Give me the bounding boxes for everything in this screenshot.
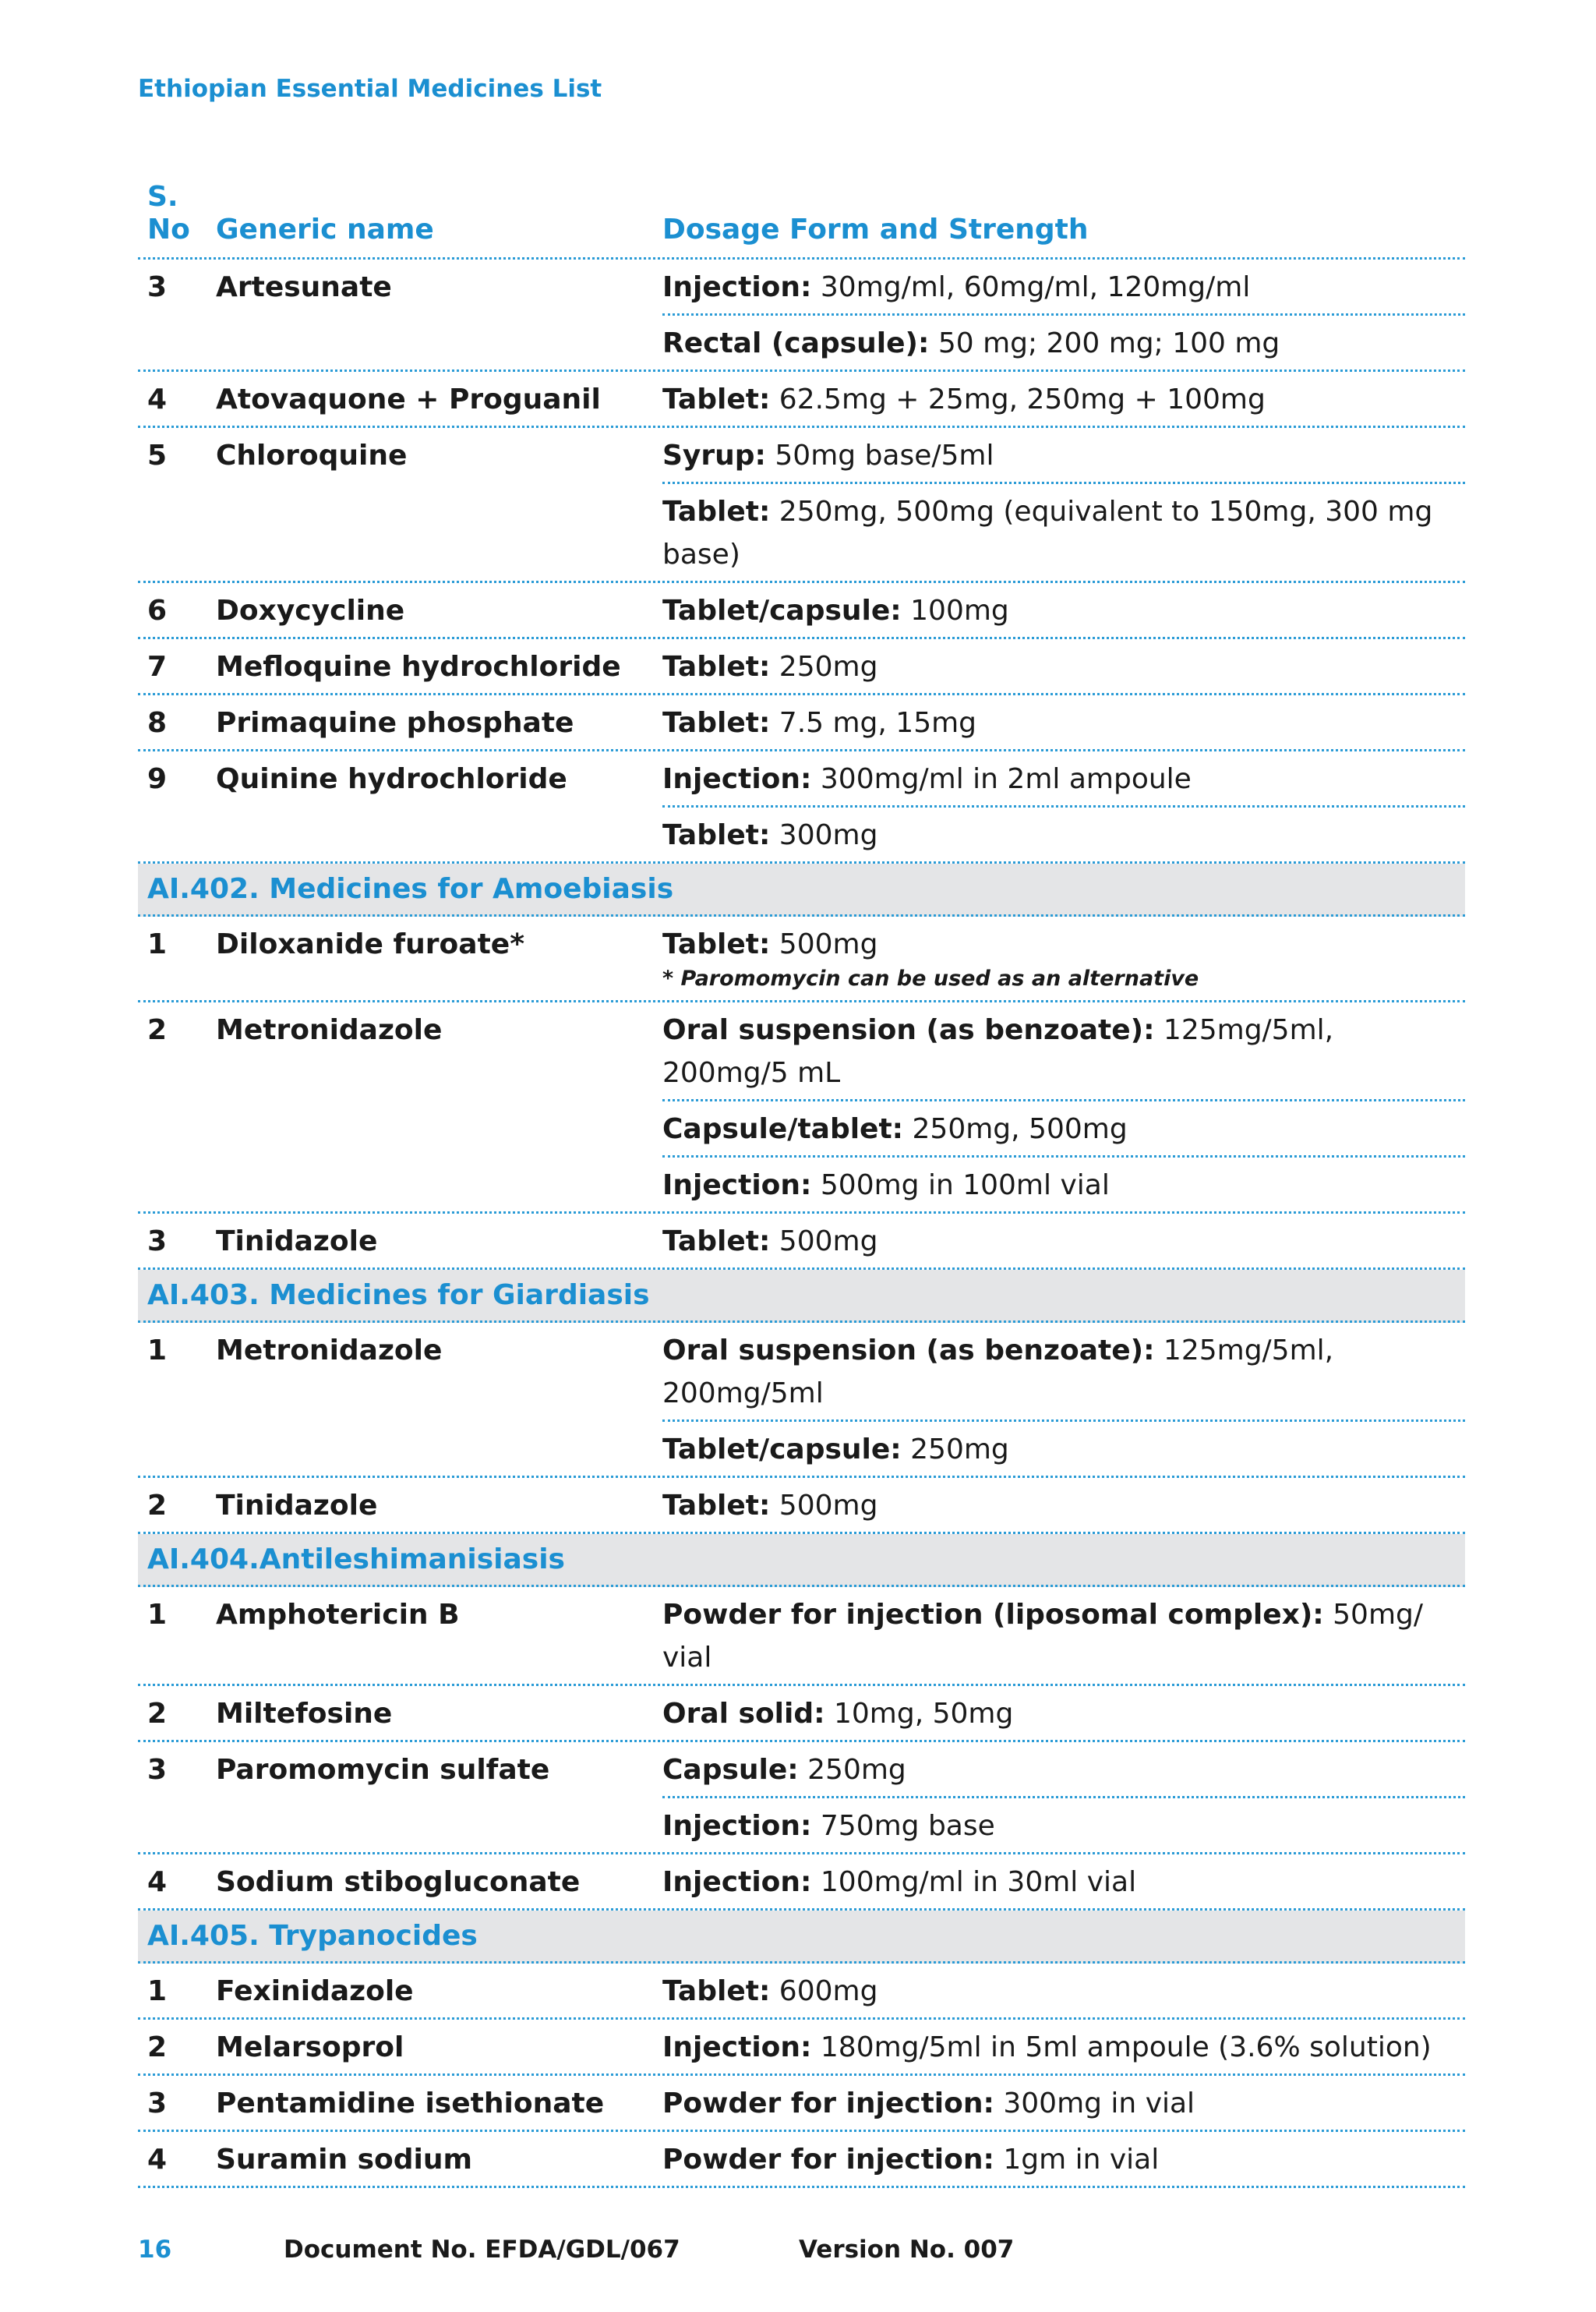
serial-number: 2: [147, 2031, 168, 2063]
table-row: [138, 639, 1465, 695]
generic-name: Artesunate: [216, 271, 392, 303]
dosage-form-label: Tablet:: [662, 1225, 771, 1257]
dosage-line: [662, 484, 1465, 581]
dosage-strength: 10mg, 50mg: [824, 1698, 1014, 1730]
table-row: [138, 1854, 1465, 1911]
dosage-line: [662, 2132, 1465, 2186]
section-heading: AI.404.Antileshimanisiasis: [138, 1534, 1465, 1587]
dosage-cell: [662, 2020, 1465, 2073]
dosage-cell: [662, 1742, 1465, 1852]
dosage-cell: [662, 1478, 1465, 1532]
dosage-strength: 1gm in vial: [994, 2144, 1160, 2176]
section-heading: AI.402. Medicines for Amoebiasis: [138, 864, 1465, 917]
dosage-line: [662, 1742, 1465, 1798]
dosage-form-label: Powder for injection (liposomal complex):: [662, 1599, 1324, 1631]
generic-name: Metronidazole: [216, 1335, 443, 1366]
header-sno-top: S.: [147, 181, 178, 213]
dosage-line: [662, 1422, 1465, 1476]
dosage-cell: [662, 428, 1465, 581]
table-row: [138, 695, 1465, 751]
table-row: [138, 372, 1465, 428]
dosage-strength: 250mg: [770, 651, 878, 683]
generic-name: Diloxanide furoate*: [216, 928, 525, 960]
table-row: [138, 1686, 1465, 1742]
generic-name: Chloroquine: [216, 440, 408, 472]
dosage-line: [662, 808, 1465, 861]
dosage-form-label: Injection:: [662, 1169, 812, 1201]
dosage-cell: [662, 372, 1465, 426]
dosage-form-label: Tablet:: [662, 651, 771, 683]
dosage-line: [662, 260, 1465, 316]
medicines-table: [138, 168, 1465, 2188]
dosage-line: [662, 1101, 1465, 1158]
dosage-cell: [662, 1002, 1465, 1211]
dosage-form-label: Capsule:: [662, 1754, 799, 1786]
version-number: Version No. 007: [799, 2236, 1015, 2264]
serial-number: 3: [147, 2088, 168, 2119]
table-row: [138, 917, 1465, 1002]
table-row: [138, 2076, 1465, 2132]
serial-number: 6: [147, 595, 168, 627]
dosage-strength: 7.5 mg, 15mg: [770, 707, 977, 739]
dosage-cell: [662, 1854, 1465, 1908]
dosage-strength: 62.5mg + 25mg, 250mg + 100mg: [770, 384, 1266, 415]
table-row: [138, 2020, 1465, 2076]
table-row: [138, 1214, 1465, 1270]
dosage-cell: [662, 917, 1465, 1000]
dosage-form-label: Capsule/tablet:: [662, 1113, 904, 1145]
page-header-title: Ethiopian Essential Medicines List: [138, 75, 602, 103]
dosage-line: [662, 1587, 1465, 1684]
dosage-line: [662, 1158, 1465, 1211]
dosage-form-label: Tablet:: [662, 1490, 771, 1522]
dosage-form-label: Tablet:: [662, 928, 771, 960]
generic-name: Doxycycline: [216, 595, 405, 627]
table-row: [138, 1587, 1465, 1686]
dosage-form-label: Tablet:: [662, 819, 771, 851]
dosage-strength: 180mg/5ml in 5ml ampoule (3.6% solution): [811, 2031, 1432, 2063]
generic-name: Tinidazole: [216, 1490, 378, 1522]
dosage-form-label: Syrup:: [662, 440, 766, 472]
serial-number: 1: [147, 1335, 168, 1366]
dosage-strength: 300mg: [770, 819, 878, 851]
dosage-strength: 250mg: [901, 1434, 1009, 1465]
table-row: [138, 428, 1465, 583]
dosage-line: [662, 1854, 1465, 1908]
dosage-strength: 750mg base: [811, 1810, 995, 1842]
dosage-strength: 250mg, 500mg (equivalent to 150mg, 300 mg base): [662, 496, 1433, 571]
serial-number: 8: [147, 707, 168, 739]
header-generic-name: Generic name: [216, 214, 434, 246]
dosage-cell: [662, 583, 1465, 637]
dosage-form-label: Injection:: [662, 2031, 812, 2063]
dosage-line: [662, 1214, 1465, 1267]
dosage-cell: [662, 2076, 1465, 2130]
dosage-line: [662, 1686, 1465, 1740]
dosage-strength: 50mg/ vial: [662, 1599, 1424, 1674]
page-footer: [138, 2236, 1465, 2267]
dosage-strength: 300mg in vial: [994, 2088, 1195, 2119]
dosage-strength: 100mg/ml in 30ml vial: [811, 1866, 1137, 1898]
serial-number: 3: [147, 271, 168, 303]
serial-number: 1: [147, 1975, 168, 2007]
dosage-strength: 30mg/ml, 60mg/ml, 120mg/ml: [811, 271, 1251, 303]
generic-name: Mefloquine hydrochloride: [216, 651, 621, 683]
dosage-form-label: Injection:: [662, 271, 812, 303]
table-row: [138, 1964, 1465, 2020]
dosage-cell: [662, 1587, 1465, 1684]
table-row: [138, 583, 1465, 639]
serial-number: 2: [147, 1014, 168, 1046]
dosage-line: [662, 428, 1465, 484]
dosage-form-label: Tablet/capsule:: [662, 595, 902, 627]
serial-number: 4: [147, 1866, 168, 1898]
generic-name: Fexinidazole: [216, 1975, 414, 2007]
dosage-form-label: Oral solid:: [662, 1698, 825, 1730]
dosage-line: [662, 1798, 1465, 1852]
dosage-line: [662, 695, 1465, 749]
serial-number: 1: [147, 1599, 168, 1631]
document-number: Document No. EFDA/GDL/067: [284, 2236, 680, 2264]
dosage-cell: [662, 639, 1465, 693]
generic-name: Sodium stibogluconate: [216, 1866, 581, 1898]
dosage-line: [662, 639, 1465, 693]
dosage-cell: [662, 2132, 1465, 2186]
dosage-line: [662, 1323, 1465, 1422]
dosage-line: [662, 1964, 1465, 2017]
dosage-cell: [662, 260, 1465, 369]
dosage-cell: [662, 1686, 1465, 1740]
serial-number: 7: [147, 651, 168, 683]
dosage-line: [662, 1002, 1465, 1101]
section-heading: AI.403. Medicines for Giardiasis: [138, 1270, 1465, 1323]
table-header-row: [138, 214, 1465, 260]
dosage-line: [662, 372, 1465, 426]
dosage-cell: [662, 695, 1465, 749]
dosage-form-label: Oral suspension (as benzoate):: [662, 1335, 1155, 1366]
dosage-line: [662, 2076, 1465, 2130]
table-row: [138, 1002, 1465, 1214]
generic-name: Miltefosine: [216, 1698, 393, 1730]
dosage-cell: [662, 751, 1465, 861]
generic-name: Tinidazole: [216, 1225, 378, 1257]
dosage-form-label: Injection:: [662, 763, 812, 795]
dosage-form-label: Powder for injection:: [662, 2088, 994, 2119]
generic-name: Atovaquone + Proguanil: [216, 384, 601, 415]
dosage-form-label: Tablet:: [662, 707, 771, 739]
serial-number: 5: [147, 440, 168, 472]
generic-name: Metronidazole: [216, 1014, 443, 1046]
section-heading: AI.405. Trypanocides: [138, 1911, 1465, 1964]
dosage-strength: 125mg/5ml, 200mg/5 mL: [662, 1014, 1334, 1089]
generic-name: Pentamidine isethionate: [216, 2088, 605, 2119]
dosage-cell: [662, 1964, 1465, 2017]
dosage-strength: 50mg base/5ml: [765, 440, 994, 472]
dosage-strength: 500mg: [770, 928, 878, 960]
table-row: [138, 1742, 1465, 1854]
dosage-form-label: Tablet:: [662, 384, 771, 415]
dosage-form-label: Tablet/capsule:: [662, 1434, 902, 1465]
dosage-form-label: Injection:: [662, 1810, 812, 1842]
header-dosage-form: Dosage Form and Strength: [662, 214, 1089, 246]
dosage-strength: 250mg, 500mg: [903, 1113, 1128, 1145]
dosage-form-label: Powder for injection:: [662, 2144, 994, 2176]
footnote: * Paromomycin can be used as an alternative: [662, 967, 1199, 991]
dosage-strength: 250mg: [798, 1754, 906, 1786]
serial-number: 2: [147, 1490, 168, 1522]
dosage-strength: 50 mg; 200 mg; 100 mg: [929, 327, 1280, 359]
serial-number: 1: [147, 928, 168, 960]
generic-name: Suramin sodium: [216, 2144, 473, 2176]
table-row: [138, 260, 1465, 372]
dosage-strength: 600mg: [770, 1975, 878, 2007]
table-row: [138, 2132, 1465, 2188]
generic-name: Paromomycin sulfate: [216, 1754, 550, 1786]
table-body: [138, 260, 1465, 2188]
dosage-form-label: Tablet:: [662, 1975, 771, 2007]
dosage-line: [662, 1478, 1465, 1532]
table-row: [138, 1323, 1465, 1478]
generic-name: Primaquine phosphate: [216, 707, 574, 739]
dosage-cell: [662, 1323, 1465, 1476]
serial-number: 9: [147, 763, 168, 795]
dosage-strength: 500mg: [770, 1225, 878, 1257]
dosage-form-label: Rectal (capsule):: [662, 327, 930, 359]
generic-name: Amphotericin B: [216, 1599, 460, 1631]
dosage-strength: 500mg: [770, 1490, 878, 1522]
serial-number: 3: [147, 1225, 168, 1257]
header-sno: No: [147, 214, 190, 246]
page-number: 16: [138, 2236, 172, 2264]
dosage-line: [662, 316, 1465, 369]
generic-name: Quinine hydrochloride: [216, 763, 567, 795]
dosage-form-label: Injection:: [662, 1866, 812, 1898]
dosage-line: [662, 917, 1465, 1000]
serial-number: 2: [147, 1698, 168, 1730]
table-header-top: [138, 168, 1465, 214]
dosage-form-label: Tablet:: [662, 496, 771, 528]
dosage-cell: [662, 1214, 1465, 1267]
dosage-form-label: Oral suspension (as benzoate):: [662, 1014, 1155, 1046]
dosage-line: [662, 751, 1465, 808]
table-row: [138, 1478, 1465, 1534]
table-row: [138, 751, 1465, 864]
generic-name: Melarsoprol: [216, 2031, 404, 2063]
dosage-line: [662, 583, 1465, 637]
serial-number: 4: [147, 2144, 168, 2176]
dosage-strength: 500mg in 100ml vial: [811, 1169, 1110, 1201]
dosage-strength: 100mg: [901, 595, 1009, 627]
serial-number: 4: [147, 384, 168, 415]
dosage-line: [662, 2020, 1465, 2073]
dosage-strength: 300mg/ml in 2ml ampoule: [811, 763, 1192, 795]
dosage-strength: 125mg/5ml, 200mg/5ml: [662, 1335, 1334, 1409]
serial-number: 3: [147, 1754, 168, 1786]
